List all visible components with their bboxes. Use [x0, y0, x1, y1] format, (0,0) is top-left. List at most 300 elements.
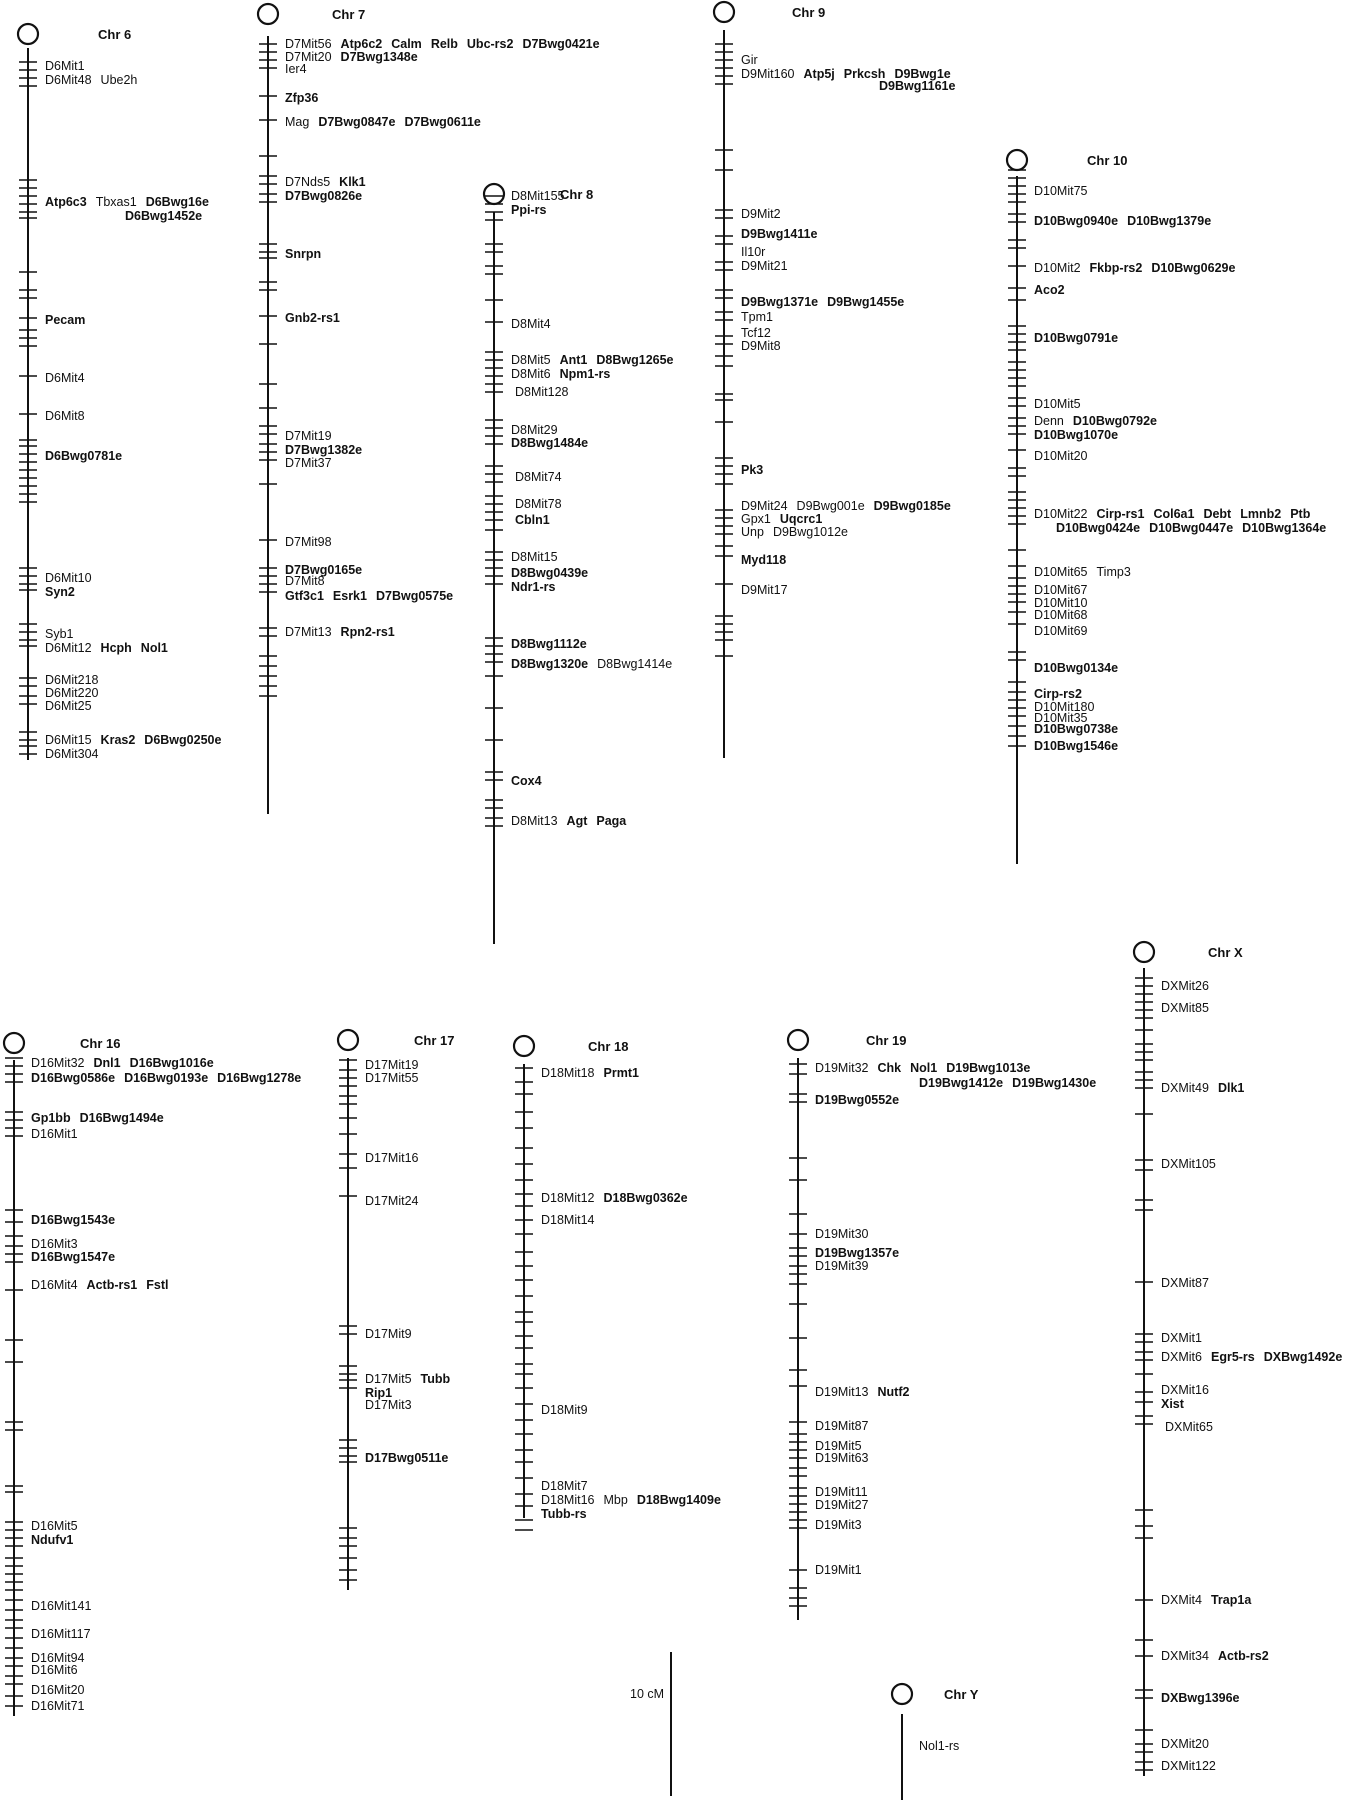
marker-name: D19Bwg0552e — [815, 1093, 900, 1107]
marker-name: D8Mit29 — [511, 423, 558, 437]
marker-name: Dlk1 — [1217, 1081, 1245, 1095]
marker-name: Paga — [596, 814, 627, 828]
marker-label — [1034, 214, 1211, 228]
marker-label — [815, 1485, 868, 1499]
marker-label — [125, 209, 202, 223]
marker-label — [365, 1071, 419, 1085]
marker-label — [515, 385, 569, 399]
marker-label — [1161, 1276, 1209, 1290]
marker-name: Aco2 — [1034, 283, 1065, 297]
marker-name: D7Bwg0421e — [522, 37, 600, 51]
marker-name: Tcf12 — [741, 326, 771, 340]
marker-label — [285, 589, 453, 603]
marker-label — [511, 814, 627, 828]
marker-name: D7Bwg0165e — [285, 563, 363, 577]
marker-label — [31, 1683, 85, 1697]
marker-name: D10Mit180 — [1034, 700, 1095, 714]
marker-label — [45, 195, 209, 209]
marker-name: D6Mit12 — [45, 641, 92, 655]
marker-label — [45, 627, 74, 641]
marker-label — [741, 310, 773, 324]
marker-name: Syn2 — [45, 585, 75, 599]
marker-name: Fstl — [146, 1278, 169, 1292]
marker-name: DXMit6 — [1161, 1350, 1202, 1364]
marker-name: Uqcrc1 — [779, 512, 823, 526]
marker-name: Atp6c3 — [45, 195, 87, 209]
marker-label — [741, 512, 822, 526]
centromere-icon — [4, 1033, 24, 1053]
marker-label — [741, 583, 788, 597]
marker-label — [365, 1058, 419, 1072]
marker-name: D10Mit5 — [1034, 397, 1081, 411]
marker-name: D18Mit16 — [541, 1493, 595, 1507]
marker-name: D10Mit2 — [1034, 261, 1081, 275]
marker-label — [741, 326, 771, 340]
marker-name: DXMit26 — [1161, 979, 1209, 993]
marker-name: Chk — [877, 1061, 902, 1075]
marker-name: D8Bwg1414e — [597, 657, 673, 671]
marker-name: Gpx1 — [741, 512, 771, 526]
marker-name: Esrk1 — [332, 589, 367, 603]
marker-name: D16Bwg1543e — [31, 1213, 116, 1227]
marker-name: Syb1 — [45, 627, 74, 641]
marker-label — [1034, 507, 1311, 521]
marker-label — [45, 73, 137, 87]
marker-name: Atp5j — [803, 67, 835, 81]
marker-name: D10Mit22 — [1034, 507, 1088, 521]
marker-name: D10Mit69 — [1034, 624, 1088, 638]
marker-name: D16Bwg0193e — [124, 1071, 209, 1085]
marker-label — [741, 245, 765, 259]
marker-name: D18Mit12 — [541, 1191, 595, 1205]
centromere-icon — [514, 1036, 534, 1056]
marker-label — [541, 1403, 588, 1417]
marker-label — [365, 1194, 419, 1208]
marker-name: D9Bwg1e — [894, 67, 951, 81]
marker-label — [1161, 1331, 1202, 1345]
marker-label — [1034, 261, 1235, 275]
marker-name: D17Mit5 — [365, 1372, 412, 1386]
marker-label — [1034, 687, 1082, 701]
marker-label — [31, 1627, 91, 1641]
marker-name: Gir — [741, 53, 758, 67]
marker-label — [45, 313, 85, 327]
marker-label — [741, 499, 951, 513]
marker-name: D19Bwg1412e — [919, 1076, 1004, 1090]
marker-name: Ant1 — [559, 353, 588, 367]
marker-label — [815, 1518, 862, 1532]
marker-label — [1161, 1157, 1216, 1171]
marker-label — [1034, 414, 1157, 428]
marker-name: D7Mit98 — [285, 535, 332, 549]
marker-name: D19Mit32 — [815, 1061, 869, 1075]
marker-label — [741, 525, 848, 539]
marker-name: D16Bwg1494e — [79, 1111, 164, 1125]
marker-label — [365, 1372, 451, 1386]
marker-name: DXMit122 — [1161, 1759, 1216, 1773]
marker-label — [1034, 331, 1118, 345]
chromosome-title: Chr 7 — [332, 7, 366, 22]
marker-label — [1034, 661, 1118, 675]
marker-name: Gp1bb — [31, 1111, 71, 1125]
marker-label — [45, 585, 75, 599]
marker-name: D9Bwg1455e — [827, 295, 905, 309]
marker-name: D8Bwg1265e — [596, 353, 674, 367]
marker-name: Pk3 — [741, 463, 764, 477]
marker-name: Ndufv1 — [31, 1533, 74, 1547]
marker-label — [1161, 1593, 1252, 1607]
marker-name: D7Bwg0847e — [318, 115, 396, 129]
chromosome-title: Chr 9 — [792, 5, 826, 20]
marker-name: D6Bwg1452e — [125, 209, 203, 223]
chromosome-title: Chr 6 — [98, 27, 132, 42]
marker-name: Cirp-rs2 — [1034, 687, 1082, 701]
marker-name: D6Mit10 — [45, 571, 92, 585]
marker-label — [1161, 1081, 1244, 1095]
marker-name: D9Mit160 — [741, 67, 795, 81]
marker-name: D10Bwg0738e — [1034, 722, 1119, 736]
marker-name: Rpn2-rs1 — [340, 625, 395, 639]
marker-label — [741, 463, 763, 477]
marker-label — [45, 699, 92, 713]
marker-label — [31, 1111, 164, 1125]
marker-label — [285, 62, 307, 76]
marker-name: D6Mit4 — [45, 371, 85, 385]
marker-name: D10Bwg0792e — [1072, 414, 1157, 428]
marker-label — [511, 566, 588, 580]
marker-name: D7Nds5 — [285, 175, 331, 189]
marker-name: DXMit34 — [1161, 1649, 1209, 1663]
marker-label — [511, 203, 546, 217]
marker-label — [31, 1519, 78, 1533]
marker-name: D6Mit1 — [45, 59, 85, 73]
marker-name: D9Mit21 — [741, 259, 788, 273]
marker-name: Relb — [430, 37, 458, 51]
marker-label — [515, 513, 550, 527]
marker-label — [815, 1246, 899, 1260]
marker-name: D16Mit6 — [31, 1663, 78, 1677]
marker-name: Hcph — [100, 641, 132, 655]
marker-label — [815, 1563, 862, 1577]
marker-label — [815, 1093, 899, 1107]
marker-name: Trap1a — [1210, 1593, 1252, 1607]
marker-name: Prmt1 — [603, 1066, 639, 1080]
marker-label — [741, 339, 781, 353]
marker-label — [1161, 979, 1209, 993]
marker-label — [879, 79, 955, 93]
marker-name: D8Mit5 — [511, 353, 551, 367]
marker-name: D9Mit24 — [741, 499, 788, 513]
marker-name: Atp6c2 — [340, 37, 383, 51]
marker-name: D8Mit6 — [511, 367, 551, 381]
marker-label — [285, 189, 362, 203]
marker-name: Snrpn — [285, 247, 322, 261]
marker-name: Agt — [566, 814, 588, 828]
marker-name: D19Mit13 — [815, 1385, 869, 1399]
marker-name: D10Mit68 — [1034, 608, 1088, 622]
marker-label — [45, 371, 85, 385]
marker-name: D19Mit1 — [815, 1563, 862, 1577]
marker-label — [31, 1278, 169, 1292]
marker-name: D6Mit218 — [45, 673, 99, 687]
marker-name: Nutf2 — [877, 1385, 910, 1399]
marker-name: Timp3 — [1096, 565, 1131, 579]
marker-label — [511, 637, 587, 651]
marker-label — [1165, 1420, 1213, 1434]
marker-name: D8Mit13 — [511, 814, 558, 828]
marker-name: D16Mit4 — [31, 1278, 78, 1292]
marker-name: D7Bwg0826e — [285, 189, 363, 203]
marker-name: Dnl1 — [93, 1056, 121, 1070]
marker-name: D16Mit141 — [31, 1599, 92, 1613]
marker-name: D16Mit5 — [31, 1519, 78, 1533]
marker-label — [741, 227, 817, 241]
marker-name: Nol1-rs — [919, 1739, 960, 1753]
marker-label — [31, 1237, 78, 1251]
marker-label — [815, 1061, 1030, 1075]
marker-name: D9Bwg1371e — [741, 295, 819, 309]
marker-name: D7Bwg1382e — [285, 443, 363, 457]
marker-label — [741, 259, 788, 273]
marker-name: D10Bwg1379e — [1127, 214, 1212, 228]
marker-name: D7Mit56 — [285, 37, 332, 51]
marker-name: Ptb — [1290, 507, 1311, 521]
marker-label — [1034, 565, 1131, 579]
marker-name: Tubb — [420, 1372, 451, 1386]
chromosome-title: Chr 16 — [80, 1036, 121, 1051]
marker-name: D19Bwg1430e — [1012, 1076, 1097, 1090]
marker-name: Actb-rs2 — [1217, 1649, 1269, 1663]
centromere-icon — [1134, 942, 1154, 962]
marker-label — [815, 1419, 869, 1433]
marker-name: Ube2h — [100, 73, 138, 87]
marker-name: Myd118 — [741, 553, 787, 567]
marker-name: D10Mit35 — [1034, 711, 1088, 725]
marker-name: D19Mit11 — [815, 1485, 868, 1499]
marker-name: D18Mit18 — [541, 1066, 595, 1080]
marker-name: D16Mit32 — [31, 1056, 85, 1070]
marker-label — [1161, 1737, 1209, 1751]
marker-name: D8Mit15 — [511, 550, 558, 564]
centromere-icon — [18, 24, 38, 44]
marker-name: D6Bwg16e — [145, 195, 209, 209]
marker-name: Cox4 — [511, 774, 542, 788]
marker-label — [919, 1739, 959, 1753]
marker-label — [741, 53, 758, 67]
marker-name: Pecam — [45, 313, 86, 327]
marker-label — [1034, 184, 1088, 198]
marker-name: D19Mit87 — [815, 1419, 869, 1433]
marker-label — [285, 311, 340, 325]
marker-label — [541, 1066, 639, 1080]
marker-name: DXBwg1492e — [1263, 1350, 1343, 1364]
marker-label — [1161, 1350, 1342, 1364]
marker-name: DXMit105 — [1161, 1157, 1216, 1171]
marker-label — [45, 59, 85, 73]
marker-name: Cirp-rs1 — [1096, 507, 1145, 521]
marker-name: Ier4 — [285, 62, 307, 76]
marker-label — [285, 625, 395, 639]
marker-name: D16Mit94 — [31, 1651, 85, 1665]
marker-label — [45, 449, 122, 463]
marker-name: DXMit85 — [1161, 1001, 1209, 1015]
marker-name: D7Mit8 — [285, 574, 325, 588]
marker-name: D9Mit2 — [741, 207, 781, 221]
marker-name: D19Mit39 — [815, 1259, 869, 1273]
marker-label — [741, 295, 904, 309]
marker-label — [31, 1213, 115, 1227]
marker-label — [31, 1699, 85, 1713]
marker-label — [365, 1451, 448, 1465]
marker-label — [741, 207, 781, 221]
marker-name: D6Mit8 — [45, 409, 85, 423]
marker-label — [511, 353, 674, 367]
marker-label — [515, 497, 562, 511]
marker-name: D17Bwg0511e — [365, 1451, 449, 1465]
marker-name: D7Bwg0575e — [375, 589, 454, 603]
marker-label — [511, 550, 558, 564]
marker-label — [511, 423, 558, 437]
chromosome-title: Chr 19 — [866, 1033, 907, 1048]
marker-name: Denn — [1034, 414, 1064, 428]
marker-name: D10Mit65 — [1034, 565, 1088, 579]
marker-name: D16Bwg1016e — [129, 1056, 214, 1070]
marker-name: Ubc-rs2 — [466, 37, 514, 51]
marker-name: D10Bwg1070e — [1034, 428, 1119, 442]
chromosome-title: Chr 17 — [414, 1033, 455, 1048]
marker-name: DXMit1 — [1161, 1331, 1202, 1345]
marker-label — [511, 189, 565, 203]
marker-label — [1161, 1649, 1269, 1663]
marker-name: D18Mit14 — [541, 1213, 595, 1227]
marker-name: Ppi-rs — [511, 203, 547, 217]
marker-label — [45, 673, 99, 687]
marker-name: Col6a1 — [1153, 507, 1195, 521]
chromosome-title: Chr 18 — [588, 1039, 629, 1054]
marker-name: D10Bwg0447e — [1149, 521, 1234, 535]
marker-name: D17Mit55 — [365, 1071, 419, 1085]
chromosome-chr-9 — [714, 2, 955, 758]
marker-name: Debt — [1203, 507, 1232, 521]
chromosome-chr-6 — [18, 24, 221, 761]
marker-label — [1161, 1001, 1209, 1015]
marker-name: D19Bwg1013e — [946, 1061, 1031, 1075]
marker-name: D8Mit4 — [511, 317, 551, 331]
marker-name: D10Mit20 — [1034, 449, 1088, 463]
marker-label — [365, 1398, 412, 1412]
marker-name: D19Mit5 — [815, 1439, 862, 1453]
marker-name: D18Bwg1409e — [636, 1493, 721, 1507]
marker-name: D16Mit71 — [31, 1699, 85, 1713]
marker-name: D7Mit13 — [285, 625, 332, 639]
marker-label — [31, 1663, 78, 1677]
marker-name: D10Bwg0791e — [1034, 331, 1119, 345]
marker-label — [45, 409, 85, 423]
centromere-icon — [788, 1030, 808, 1050]
marker-name: D9Mit17 — [741, 583, 788, 597]
marker-name: D18Mit7 — [541, 1479, 588, 1493]
marker-name: D16Bwg0586e — [31, 1071, 116, 1085]
marker-label — [1161, 1383, 1209, 1397]
centromere-icon — [892, 1684, 912, 1704]
marker-label — [741, 553, 786, 567]
marker-name: DXMit87 — [1161, 1276, 1209, 1290]
marker-name: Rip1 — [365, 1386, 393, 1400]
marker-name: D7Bwg0611e — [404, 115, 481, 129]
marker-name: D9Mit8 — [741, 339, 781, 353]
marker-name: DXBwg1396e — [1161, 1691, 1240, 1705]
marker-label — [541, 1191, 688, 1205]
marker-name: Ndr1-rs — [511, 580, 556, 594]
chromosome-title: Chr X — [1208, 945, 1243, 960]
chromosome-chr-18 — [514, 1036, 721, 1530]
marker-name: D19Mit3 — [815, 1518, 862, 1532]
marker-name: D8Bwg1320e — [511, 657, 589, 671]
marker-name: D10Mit10 — [1034, 596, 1088, 610]
marker-label — [511, 774, 542, 788]
marker-name: D10Bwg0424e — [1056, 521, 1141, 535]
marker-name: D16Mit117 — [31, 1627, 91, 1641]
marker-name: D8Mit128 — [515, 385, 569, 399]
marker-name: D6Mit48 — [45, 73, 92, 87]
marker-name: D9Bwg1161e — [879, 79, 956, 93]
marker-name: D10Bwg0940e — [1034, 214, 1119, 228]
marker-name: D9Bwg001e — [796, 499, 865, 513]
marker-name: D19Mit27 — [815, 1498, 869, 1512]
marker-name: DXMit49 — [1161, 1081, 1209, 1095]
marker-label — [31, 1533, 73, 1547]
marker-name: D10Bwg0134e — [1034, 661, 1119, 675]
scale-bar — [630, 1652, 671, 1796]
marker-name: D8Mit74 — [515, 470, 562, 484]
marker-label — [365, 1327, 412, 1341]
marker-label — [815, 1259, 869, 1273]
marker-label — [31, 1127, 78, 1141]
marker-name: Zfp36 — [285, 91, 319, 105]
marker-label — [1034, 722, 1118, 736]
marker-label — [1161, 1759, 1216, 1773]
marker-label — [1161, 1397, 1185, 1411]
marker-name: D17Mit24 — [365, 1194, 419, 1208]
marker-label — [511, 657, 672, 671]
marker-label — [1034, 397, 1081, 411]
marker-name: D16Bwg1278e — [217, 1071, 302, 1085]
marker-label — [511, 580, 556, 594]
marker-name: D17Mit19 — [365, 1058, 419, 1072]
marker-label — [1056, 521, 1326, 535]
marker-name: DXMit20 — [1161, 1737, 1209, 1751]
marker-name: D10Mit75 — [1034, 184, 1088, 198]
chromosome-chr-16 — [4, 1033, 301, 1716]
marker-name: Npm1-rs — [559, 367, 611, 381]
marker-name: Lmnb2 — [1240, 507, 1282, 521]
marker-label — [541, 1479, 588, 1493]
marker-name: Mbp — [603, 1493, 628, 1507]
marker-name: DXMit16 — [1161, 1383, 1209, 1397]
marker-name: Mag — [285, 115, 310, 129]
centromere-icon — [1007, 150, 1027, 170]
marker-label — [31, 1250, 115, 1264]
marker-label — [285, 91, 318, 105]
marker-name: D9Bwg1411e — [741, 227, 818, 241]
centromere-icon — [484, 184, 504, 204]
marker-name: D7Mit37 — [285, 456, 332, 470]
marker-label — [1034, 428, 1118, 442]
marker-label — [815, 1451, 869, 1465]
marker-label — [541, 1213, 595, 1227]
chromosome-chr-8 — [484, 184, 674, 944]
marker-name: Tubb-rs — [541, 1507, 587, 1521]
